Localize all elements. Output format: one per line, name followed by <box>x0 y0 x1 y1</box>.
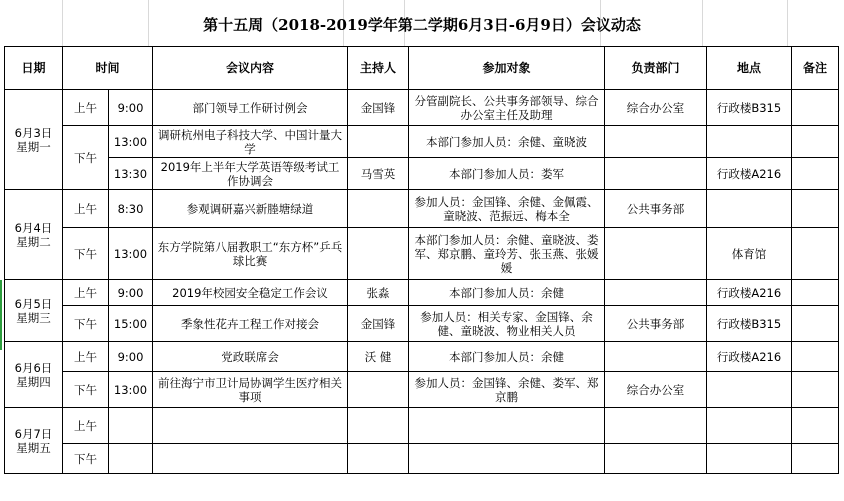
dept-cell[interactable] <box>605 158 707 190</box>
location-cell[interactable] <box>707 372 792 408</box>
date-label: 6月3日 <box>14 125 53 140</box>
location-cell[interactable]: 体育馆 <box>707 228 792 280</box>
dept-cell[interactable] <box>605 444 707 474</box>
dept-cell[interactable] <box>605 280 707 306</box>
notes-cell[interactable] <box>792 228 839 280</box>
location-cell[interactable] <box>707 126 792 158</box>
content-cell[interactable]: 前往海宁市卫计局协调学生医疗相关事项 <box>153 372 348 408</box>
time-cell[interactable]: 9:00 <box>109 342 153 372</box>
location-cell[interactable]: 行政楼B315 <box>707 306 792 342</box>
table-row <box>5 190 839 228</box>
header-host[interactable]: 主持人 <box>348 47 409 90</box>
notes-cell[interactable] <box>792 90 839 126</box>
time-cell[interactable]: 9:00 <box>109 280 153 306</box>
table-row <box>5 306 839 342</box>
content-cell[interactable]: 季象性花卉工程工作对接会 <box>153 306 348 342</box>
content-cell[interactable] <box>153 444 348 474</box>
participants-cell[interactable]: 本部门参加人员：娄军 <box>409 158 605 190</box>
participants-cell[interactable]: 参加人员：相关专家、金国锋、余健、童晓波、物业相关人员 <box>409 306 605 342</box>
time-cell[interactable]: 13:00 <box>109 372 153 408</box>
weekday-label: 星期五 <box>16 440 51 455</box>
header-notes[interactable]: 备注 <box>792 47 839 90</box>
time-cell[interactable]: 9:00 <box>109 90 153 126</box>
period-cell[interactable]: 上午 <box>63 190 109 228</box>
date-cell[interactable] <box>5 190 63 280</box>
date-cell[interactable] <box>5 90 63 190</box>
time-cell[interactable]: 13:30 <box>109 158 153 190</box>
period-cell[interactable]: 上午 <box>63 90 109 126</box>
period-cell[interactable]: 下午 <box>63 372 109 408</box>
period-cell[interactable]: 上午 <box>63 342 109 372</box>
date-cell[interactable] <box>5 280 63 342</box>
date-label: 6月4日 <box>14 220 53 235</box>
participants-cell[interactable]: 本部门参加人员：余健、童晓波 <box>409 126 605 158</box>
time-cell[interactable] <box>109 444 153 474</box>
weekday-label: 星期四 <box>16 374 51 389</box>
participants-cell[interactable]: 参加人员：金国锋、余健、娄军、郑京鹏 <box>409 372 605 408</box>
header-dept[interactable]: 负责部门 <box>605 47 707 90</box>
content-cell[interactable] <box>153 408 348 444</box>
time-cell[interactable]: 8:30 <box>109 190 153 228</box>
period-cell[interactable]: 下午 <box>63 444 109 474</box>
content-cell[interactable]: 参观调研嘉兴新塍塘绿道 <box>153 190 348 228</box>
date-cell[interactable] <box>5 342 63 408</box>
content-cell[interactable]: 党政联席会 <box>153 342 348 372</box>
table-row <box>5 90 839 126</box>
header-location[interactable]: 地点 <box>707 47 792 90</box>
row-selection-marker <box>0 280 2 350</box>
time-cell[interactable]: 13:00 <box>109 228 153 280</box>
notes-cell[interactable] <box>792 372 839 408</box>
participants-cell[interactable] <box>409 444 605 474</box>
notes-cell[interactable] <box>792 444 839 474</box>
notes-cell[interactable] <box>792 126 839 158</box>
period-cell[interactable]: 上午 <box>63 280 109 306</box>
location-cell[interactable]: 行政楼A216 <box>707 158 792 190</box>
period-cell[interactable]: 上午 <box>63 408 109 444</box>
table-row <box>5 158 839 190</box>
host-cell[interactable]: 金国锋 <box>348 90 409 126</box>
location-cell[interactable] <box>707 444 792 474</box>
weekday-label: 星期一 <box>16 139 51 154</box>
host-cell[interactable] <box>348 190 409 228</box>
notes-cell[interactable] <box>792 408 839 444</box>
notes-cell[interactable] <box>792 280 839 306</box>
host-cell[interactable]: 沃 健 <box>348 342 409 372</box>
participants-cell[interactable]: 本部门参加人员：余健 <box>409 280 605 306</box>
dept-cell[interactable] <box>605 408 707 444</box>
host-cell[interactable] <box>348 228 409 280</box>
dept-cell[interactable] <box>605 342 707 372</box>
dept-cell[interactable]: 公共事务部 <box>605 306 707 342</box>
content-cell[interactable]: 2019年上半年大学英语等级考试工作协调会 <box>153 158 348 190</box>
host-cell[interactable]: 张淼 <box>348 280 409 306</box>
date-label: 6月6日 <box>14 360 53 375</box>
content-cell[interactable]: 部门领导工作研讨例会 <box>153 90 348 126</box>
table-row <box>5 372 839 408</box>
header-time[interactable]: 时间 <box>63 47 153 90</box>
table-row <box>5 444 839 474</box>
header-row <box>5 47 839 90</box>
date-cell[interactable] <box>5 408 63 474</box>
dept-cell[interactable] <box>605 126 707 158</box>
table-row <box>5 228 839 280</box>
weekday-label: 星期二 <box>16 234 51 249</box>
dept-cell[interactable]: 公共事务部 <box>605 190 707 228</box>
period-cell[interactable]: 下午 <box>63 228 109 280</box>
table-row <box>5 408 839 444</box>
dept-cell[interactable]: 综合办公室 <box>605 90 707 126</box>
host-cell[interactable]: 马雪英 <box>348 158 409 190</box>
header-date[interactable]: 日期 <box>5 47 63 90</box>
location-cell[interactable]: 行政楼A216 <box>707 280 792 306</box>
location-cell[interactable]: 行政楼B315 <box>707 90 792 126</box>
content-cell[interactable]: 2019年校园安全稳定工作会议 <box>153 280 348 306</box>
participants-cell[interactable] <box>409 408 605 444</box>
period-cell[interactable]: 下午 <box>63 306 109 342</box>
header-content[interactable]: 会议内容 <box>153 47 348 90</box>
page-title: 第十五周（2018-2019学年第二学期6月3日-6月9日）会议动态 <box>203 15 641 34</box>
location-cell[interactable] <box>707 190 792 228</box>
notes-cell[interactable] <box>792 306 839 342</box>
header-participants[interactable]: 参加对象 <box>409 47 605 90</box>
notes-cell[interactable] <box>792 158 839 190</box>
dept-cell[interactable] <box>605 228 707 280</box>
participants-cell[interactable]: 分管副院长、公共事务部领导、综合办公室主任及助理 <box>409 90 605 126</box>
location-cell[interactable] <box>707 408 792 444</box>
period-cell[interactable]: 下午 <box>63 126 109 190</box>
schedule-table <box>4 46 839 474</box>
host-cell[interactable] <box>348 126 409 158</box>
participants-cell[interactable]: 本部门参加人员：余健、童晓波、娄军、郑京鹏、童玲芳、张玉燕、张媛媛 <box>409 228 605 280</box>
participants-cell[interactable]: 参加人员：金国锋、余健、金佩霞、童晓波、范振远、梅本全 <box>409 190 605 228</box>
weekday-label: 星期三 <box>16 310 51 325</box>
participants-cell[interactable]: 本部门参加人员：余健 <box>409 342 605 372</box>
date-label: 6月5日 <box>14 296 53 311</box>
content-cell[interactable]: 调研杭州电子科技大学、中国计量大学 <box>153 126 348 158</box>
dept-cell[interactable]: 综合办公室 <box>605 372 707 408</box>
table-row <box>5 280 839 306</box>
time-cell[interactable]: 15:00 <box>109 306 153 342</box>
table-row <box>5 126 839 158</box>
host-cell[interactable] <box>348 408 409 444</box>
location-cell[interactable]: 行政楼A216 <box>707 342 792 372</box>
host-cell[interactable]: 金国锋 <box>348 306 409 342</box>
host-cell[interactable] <box>348 372 409 408</box>
time-cell[interactable] <box>109 408 153 444</box>
notes-cell[interactable] <box>792 342 839 372</box>
time-cell[interactable]: 13:00 <box>109 126 153 158</box>
host-cell[interactable] <box>348 444 409 474</box>
content-cell[interactable]: 东方学院第八届教职工“东方杯”乒乓球比赛 <box>153 228 348 280</box>
table-row <box>5 342 839 372</box>
notes-cell[interactable] <box>792 190 839 228</box>
date-label: 6月7日 <box>14 426 53 441</box>
